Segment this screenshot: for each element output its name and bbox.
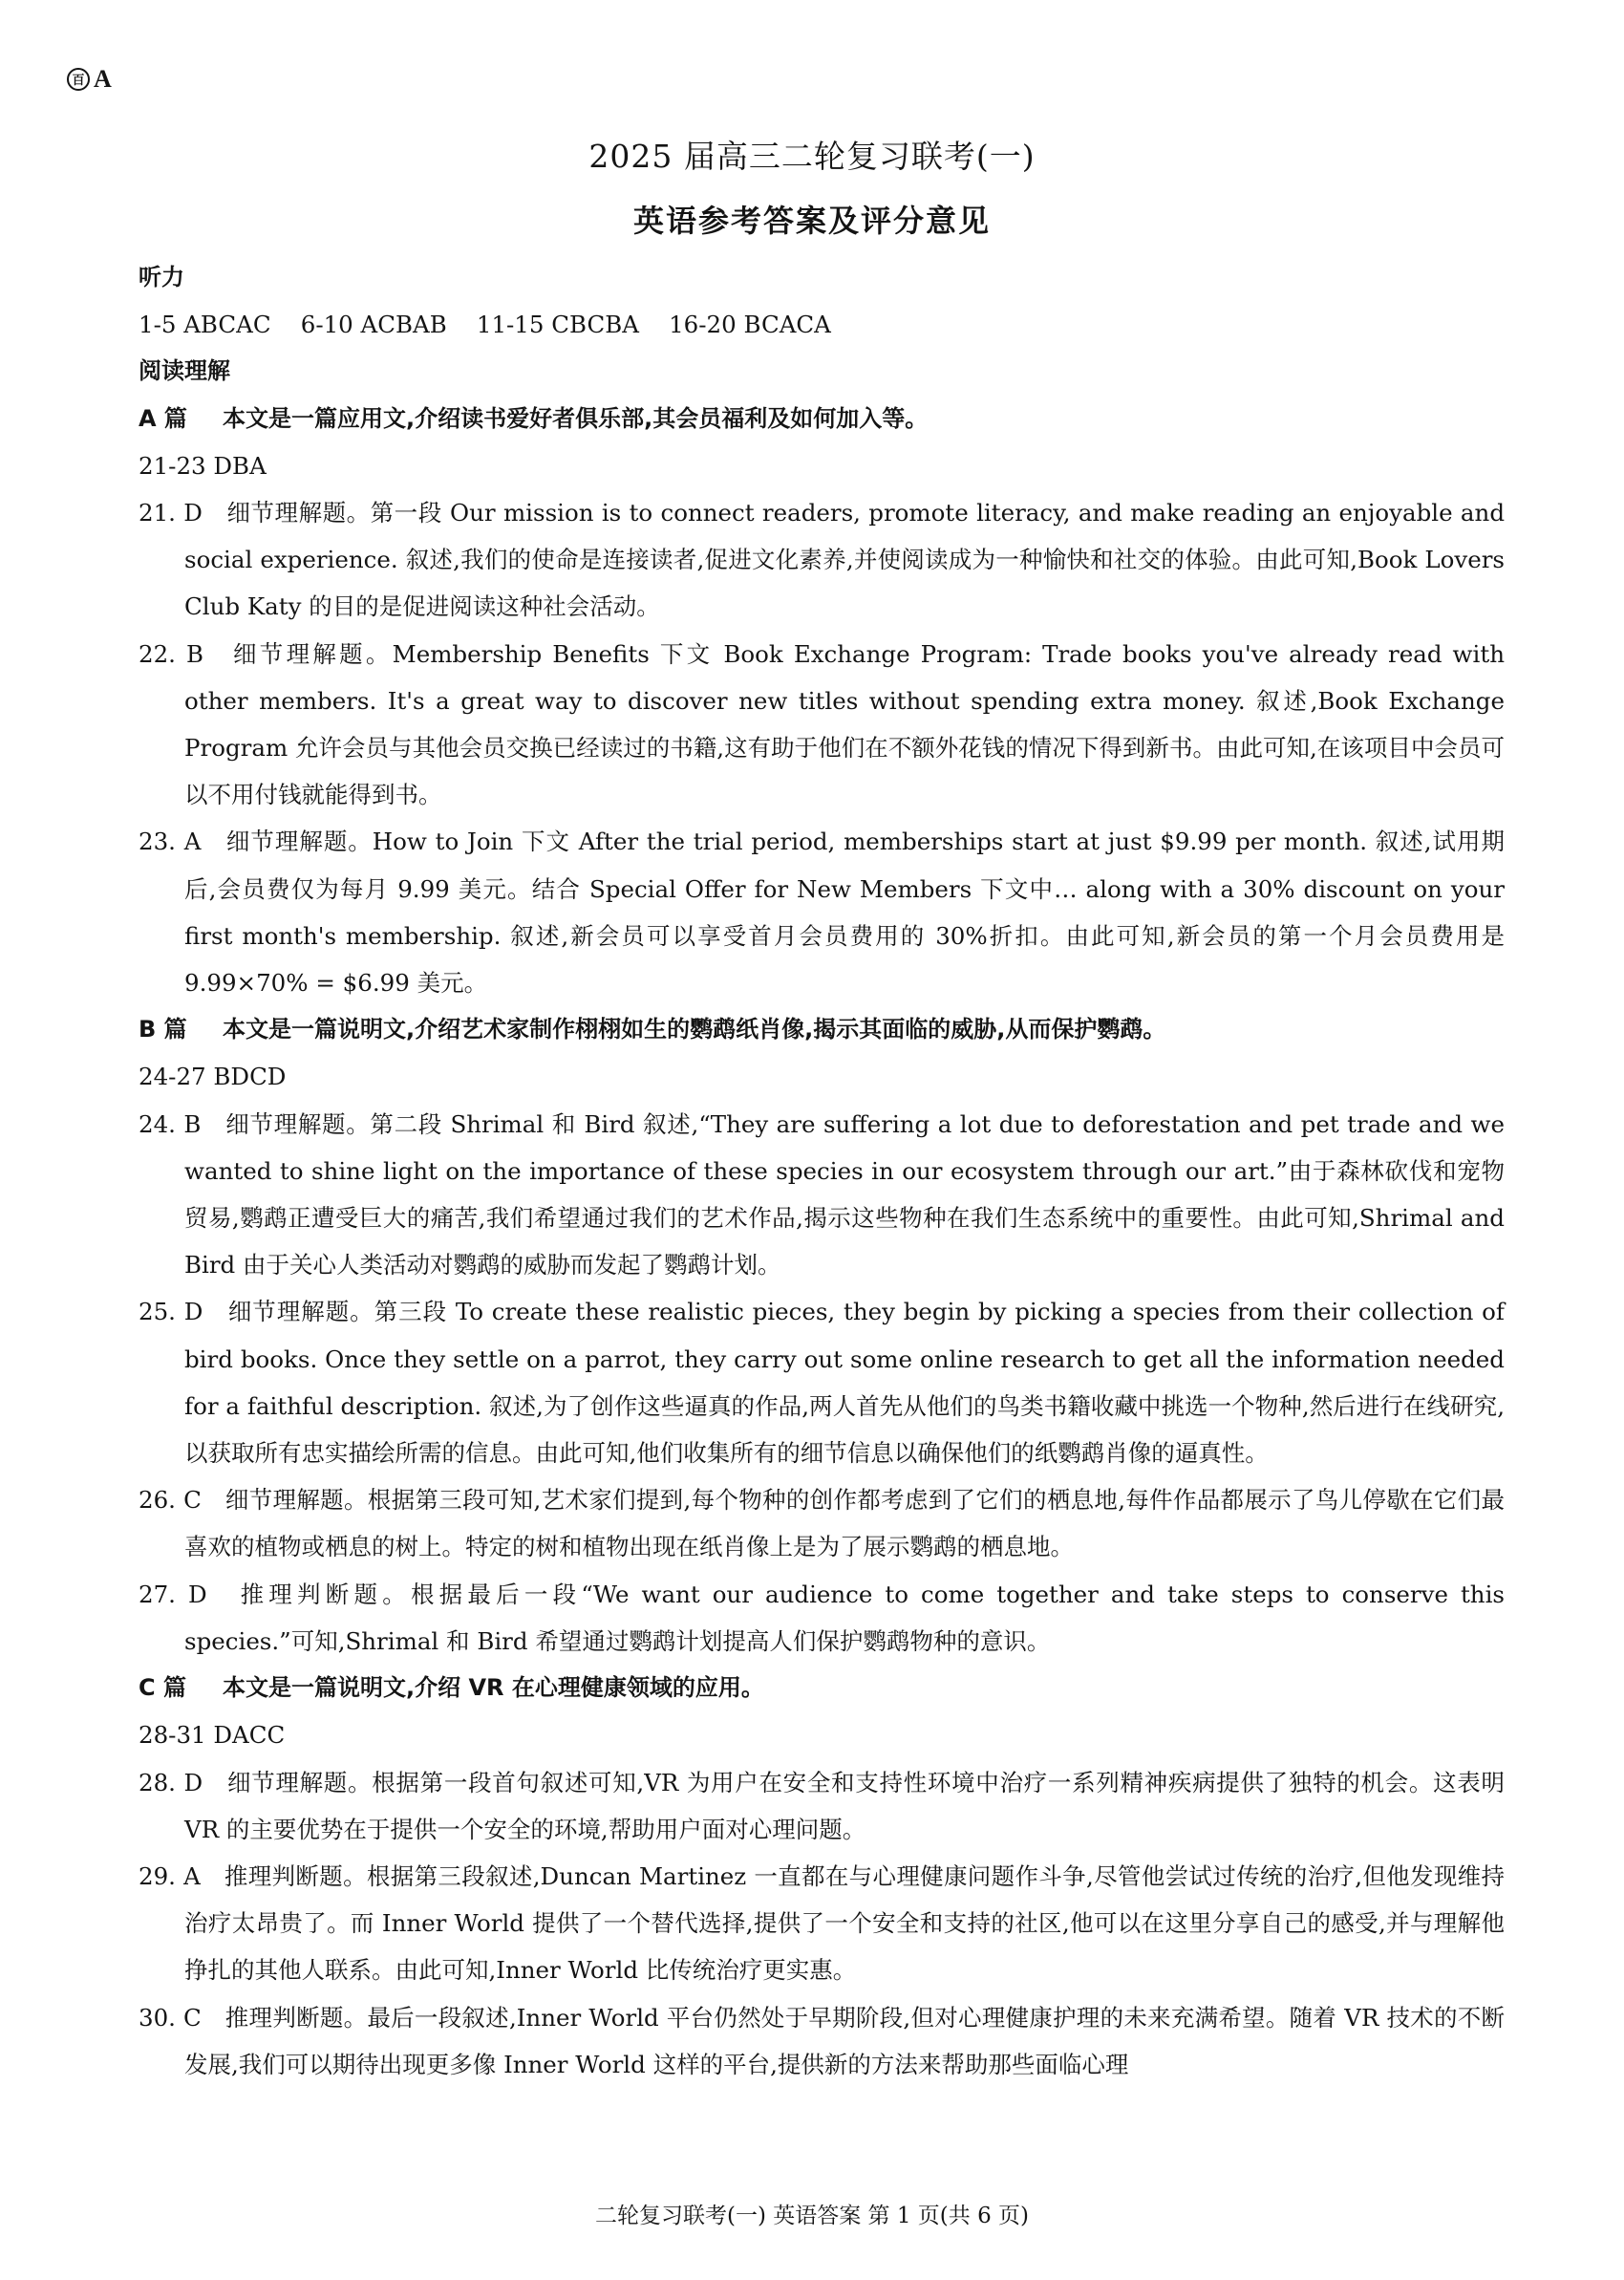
question-explanation: 26. C 细节理解题。根据第三段可知,艺术家们提到,每个物种的创作都考虑到了它们的栖息地,每件作品都展示了鸟儿停歇在它们最喜欢的植物或栖息的树上。特定的树和植物出现在纸肖像上是为了展示鹦鹉的栖息地。 [139, 1486, 1505, 1561]
reading-heading: 阅读理解 [139, 357, 230, 385]
page-footer: 二轮复习联考(一) 英语答案 第 1 页(共 6 页) [594, 2204, 1030, 2228]
passage-b-answers: 24-27 BDCD [139, 1063, 287, 1091]
question-explanation: 23. A 细节理解题。How to Join 下文 After the trial period, memberships start at just $9.99 per month. 叙述,试用期后,会员费仅为每月 9.99 美元。结合 Special Offer for New Members 下文中… along with a 30% discount on your first month's membership. 叙述,新会员可以享受首月会员费用的 30%折扣。由此可知,新会员的第一个月会员费用是 9.99×70% = $6.99 美元。 [139, 828, 1505, 998]
question-explanation: 30. C 推理判断题。最后一段叙述,Inner World 平台仍然处于早期阶段,但对心理健康护理的未来充满希望。随着 VR 技术的不断发展,我们可以期待出现更多像 Inner World 这样的平台,提供新的方法来帮助那些面临心理 [139, 2003, 1505, 2078]
passage-summary: 本文是一篇说明文,介绍 VR 在心理健康领域的应用。 [223, 1674, 764, 1702]
question-explanation: 24. B 细节理解题。第二段 Shrimal 和 Bird 叙述,“They are suffering a lot due to deforestation and pet trade and we wanted to shine light on the importance of these species in our ecosystem through our art.”由于森林砍伐和宠物贸易,鹦鹉正遭受巨大的痛苦,我们希望通过我们的艺术作品,揭示这些物种在我们生态系统中的重要性。由此可知,Shrimal and Bird 由于关心人类活动对鹦鹉的威胁而发起了鹦鹉计划。 [139, 1109, 1505, 1280]
question-explanation: 29. A 推理判断题。根据第三段叙述,Duncan Martinez 一直都在与心理健康问题作斗争,尽管他尝试过传统的治疗,但他发现维持治疗太昂贵了。而 Inner World 提供了一个替代选择,提供了一个安全和支持的社区,他可以在这里分享自己的感受,并与理解他挣扎的其他人联系。由此可知,Inner World 比传统治疗更实惠。 [139, 1861, 1505, 1985]
question-explanation: 27. D 推理判断题。根据最后一段“We want our audience to come together and take steps to conserve this species.”可知,Shrimal 和 Bird 希望通过鹦鹉计划提高人们保护鹦鹉物种的意识。 [139, 1580, 1505, 1655]
logo-seal-icon: 百 [67, 68, 90, 91]
page-subtitle: 英语参考答案及评分意见 [632, 203, 991, 239]
passage-b-header [139, 1006, 1505, 1053]
passage-a-answers: 21-23 DBA [139, 451, 267, 480]
question-explanation: 25. D 细节理解题。第三段 To create these realistic pieces, they begin by picking a species from their collection of bird books. Once they settle on a parrot, they carry out some online research to get all the information needed for a faithful description. 叙述,为了创作这些逼真的作品,两人首先从他们的鸟类书籍收藏中挑选一个物种,然后进行在线研究,以获取所有忠实描绘所需的信息。由此可知,他们收集所有的细节信息以确保他们的纸鹦鹉肖像的逼真性。 [139, 1298, 1505, 1468]
passage-summary: 本文是一篇应用文,介绍读书爱好者俱乐部,其会员福利及如何加入等。 [223, 404, 929, 432]
passage-label: C 篇 [139, 1674, 186, 1702]
passage-label: A 篇 [139, 404, 187, 432]
passage-c-header [139, 1665, 1505, 1711]
answer-content [139, 254, 1505, 2088]
passage-label: B 篇 [139, 1016, 187, 1043]
page-title: 2025 届高三二轮复习联考(一) [588, 138, 1036, 175]
listening-answers: 1-5 ABCAC 6-10 ACBAB 11-15 CBCBA 16-20 BCACA [139, 311, 831, 339]
listening-heading: 听力 [139, 264, 184, 290]
logo-letter: A [94, 65, 112, 93]
question-explanation: 22. B 细节理解题。Membership Benefits 下文 Book Exchange Program: Trade books you've already read with other members. It's a great way to discover new titles without spending extra money. 叙述,Book Exchange Program 允许会员与其他会员交换已经读过的书籍,这有助于他们在不额外花钱的情况下得到新书。由此可知,在该项目中会员可以不用付钱就能得到书。 [139, 639, 1505, 809]
question-explanation: 28. D 细节理解题。根据第一段首句叙述可知,VR 为用户在安全和支持性环境中治疗一系列精神疾病提供了独特的机会。这表明 VR 的主要优势在于提供一个安全的环境,帮助用户面对心理问题。 [139, 1768, 1505, 1843]
passage-c-answers: 28-31 DACC [139, 1721, 286, 1750]
passage-summary: 本文是一篇说明文,介绍艺术家制作栩栩如生的鹦鹉纸肖像,揭示其面临的威胁,从而保护鹦鹉。 [223, 1016, 1166, 1043]
passage-a-header [139, 396, 1505, 442]
question-explanation: 21. D 细节理解题。第一段 Our mission is to connect readers, promote literacy, and make reading an enjoyable and social experience. 叙述,我们的使命是连接读者,促进文化素养,并使阅读成为一种愉快和社交的体验。由此可知,Book Lovers Club Katy 的目的是促进阅读这种社会活动。 [139, 499, 1505, 621]
logo [67, 65, 112, 94]
